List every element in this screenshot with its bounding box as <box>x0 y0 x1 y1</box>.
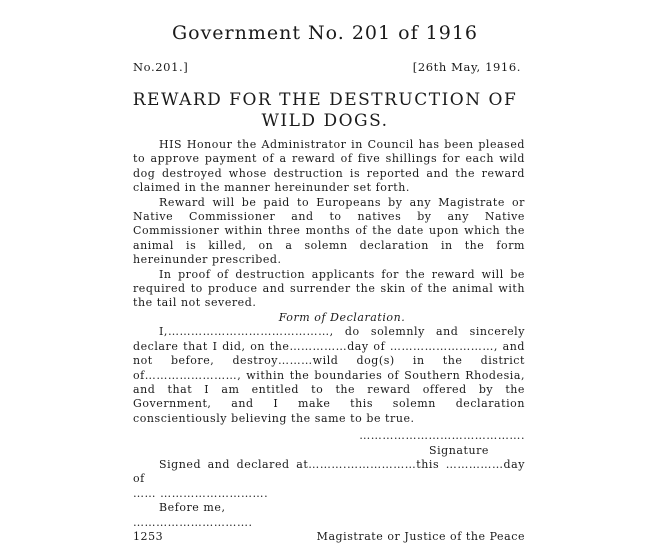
notice-heading <box>0 90 650 132</box>
heading-line-2: WILD DOGS. <box>261 111 389 131</box>
paragraph-2: Reward will be paid to Europeans by any Magistrate or Native Commissioner and to natives by any Native Commissioner within three months of the date upon which the animal is killed, on a solemn declaration in the form hereinunder prescribed. <box>133 195 525 267</box>
footer-row <box>133 530 525 544</box>
paragraph-1: HIS Honour the Administrator in Council has been pleased to approve payment of a reward of five shillings for each wild dog destroyed whose destruction is reported and the reward claimed in the manner hereinunder set forth. <box>133 138 525 195</box>
magistrate-label: Magistrate or Justice of the Peace <box>316 529 525 543</box>
notice-date: [26th May, 1916. <box>412 60 521 74</box>
page-number: 1253 <box>133 529 164 543</box>
government-title: Government No. 201 of 1916 <box>171 22 479 44</box>
heading-line-1: REWARD FOR THE DESTRUCTION OF <box>132 90 518 110</box>
before-me-label: Before me, <box>159 501 226 515</box>
signed-declared-line: Signed and declared at……….………………this ……………day of <box>133 457 525 486</box>
notice-number: No.201.] <box>133 60 189 74</box>
form-of-declaration-heading: Form of Declaration. <box>278 310 406 324</box>
notice-body <box>133 138 525 544</box>
signed-declared-continuation: …… ………………………. <box>133 486 269 500</box>
declaration-text: I,……………………………………, do solemnly and sincerely declare that I did, on the……………day of ………………………, and not before, destroy………wild dog(s) in the district of……………………, within the boundaries of Southern Rhodesia, and that I am entitled to the reward offered by the Government, and I make this solemn declaration conscientiously believing the same to be true. <box>133 325 525 425</box>
before-me-dotted-line: …………………………. <box>133 515 253 529</box>
reference-row <box>133 60 521 74</box>
signature-dotted-line: ……………………………………. <box>359 429 525 443</box>
signature-label: Signature <box>429 443 489 457</box>
paragraph-3: In proof of destruction applicants for the reward will be required to produce and surrender the skin of the animal with the tail not severed. <box>133 267 525 310</box>
